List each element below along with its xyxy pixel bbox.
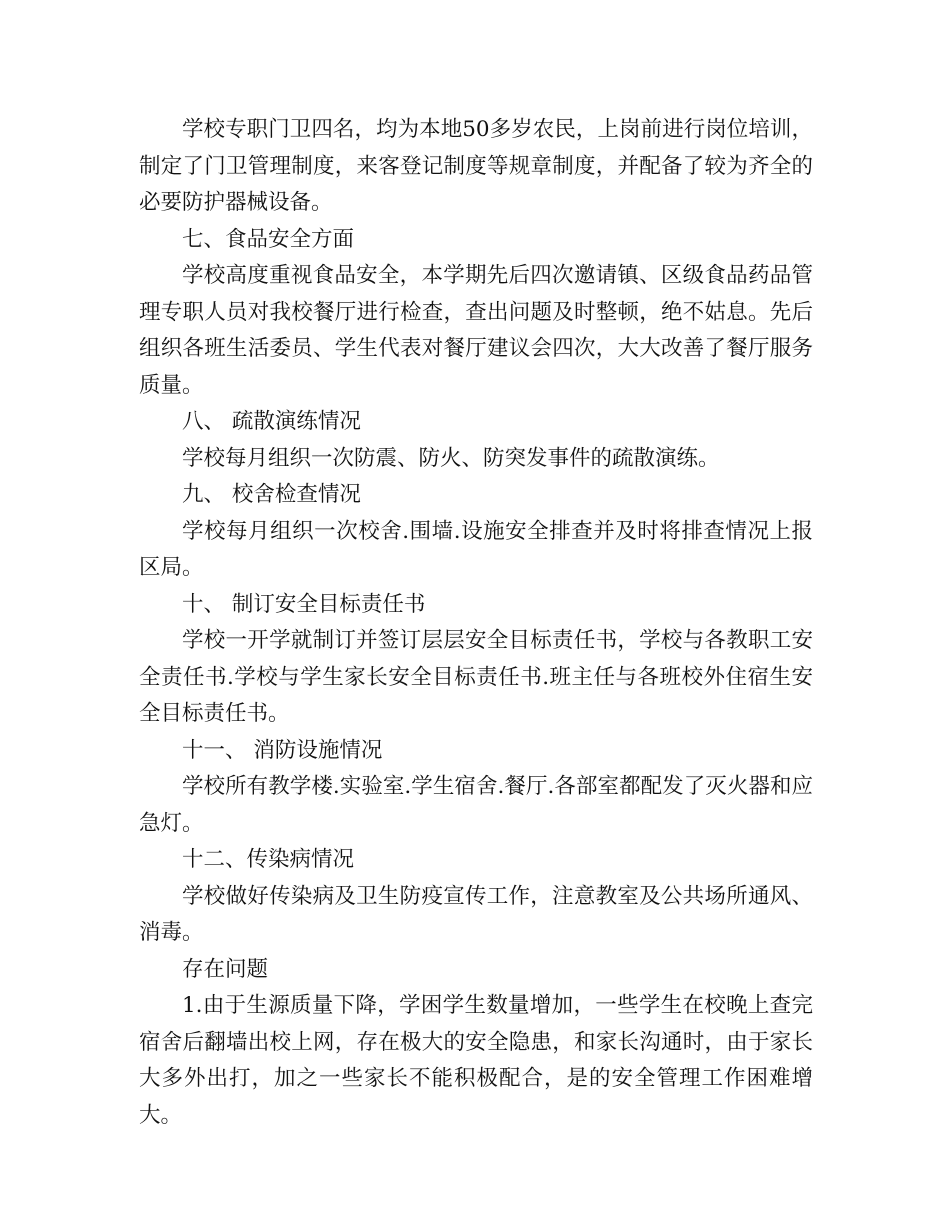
paragraph-food-safety: 学校高度重视食品安全，本学期先后四次邀请镇、区级食品药品管理专职人员对我校餐厅进行检查，查出问题及时整顿，绝不姑息。先后组织各班生活委员、学生代表对餐厅建议会四次，大大改善了餐厅服务质量。 — [139, 263, 813, 398]
heading-fire-facilities: 十一、 消防设施情况 — [182, 737, 383, 763]
heading-existing-problems: 存在问题 — [182, 956, 269, 982]
paragraph-existing-problems: 1.由于生源质量下降，学困学生数量增加，一些学生在校晚上查完宿舍后翻墙出校上网，存在极大的安全隐患，和家长沟通时，由于家长大多外出打，加之一些家长不能积极配合，是的安全管理工作困难增大。 — [139, 993, 813, 1128]
paragraph-safety-responsibility: 学校一开学就制订并签订层层安全目标责任书，学校与各教职工安全责任书.学校与学生家长安全目标责任书.班主任与各班校外住宿生安全目标责任书。 — [139, 628, 813, 726]
paragraph-fire-facilities: 学校所有教学楼.实验室.学生宿舍.餐厅.各部室都配发了灭火器和应急灯。 — [139, 774, 813, 836]
paragraph-infectious-disease: 学校做好传染病及卫生防疫宣传工作，注意教室及公共场所通风、消毒。 — [139, 883, 813, 945]
paragraph-building-inspection: 学校每月组织一次校舍.围墙.设施安全排查并及时将排查情况上报区局。 — [139, 518, 813, 580]
heading-food-safety: 七、食品安全方面 — [182, 226, 355, 252]
heading-safety-responsibility: 十、 制订安全目标责任书 — [182, 591, 426, 617]
document-body — [139, 112, 813, 1134]
paragraph-evacuation-drills: 学校每月组织一次防震、防火、防突发事件的疏散演练。 — [182, 445, 720, 471]
paragraph-gatekeepers: 学校专职门卫四名，均为本地50多岁农民，上岗前进行岗位培训，制定了门卫管理制度，来客登记制度等规章制度，并配备了较为齐全的必要防护器械设备。 — [139, 117, 813, 215]
heading-infectious-disease: 十二、传染病情况 — [182, 847, 355, 872]
heading-evacuation-drills: 八、 疏散演练情况 — [182, 409, 361, 434]
heading-building-inspection: 九、 校舍检查情况 — [182, 482, 361, 507]
